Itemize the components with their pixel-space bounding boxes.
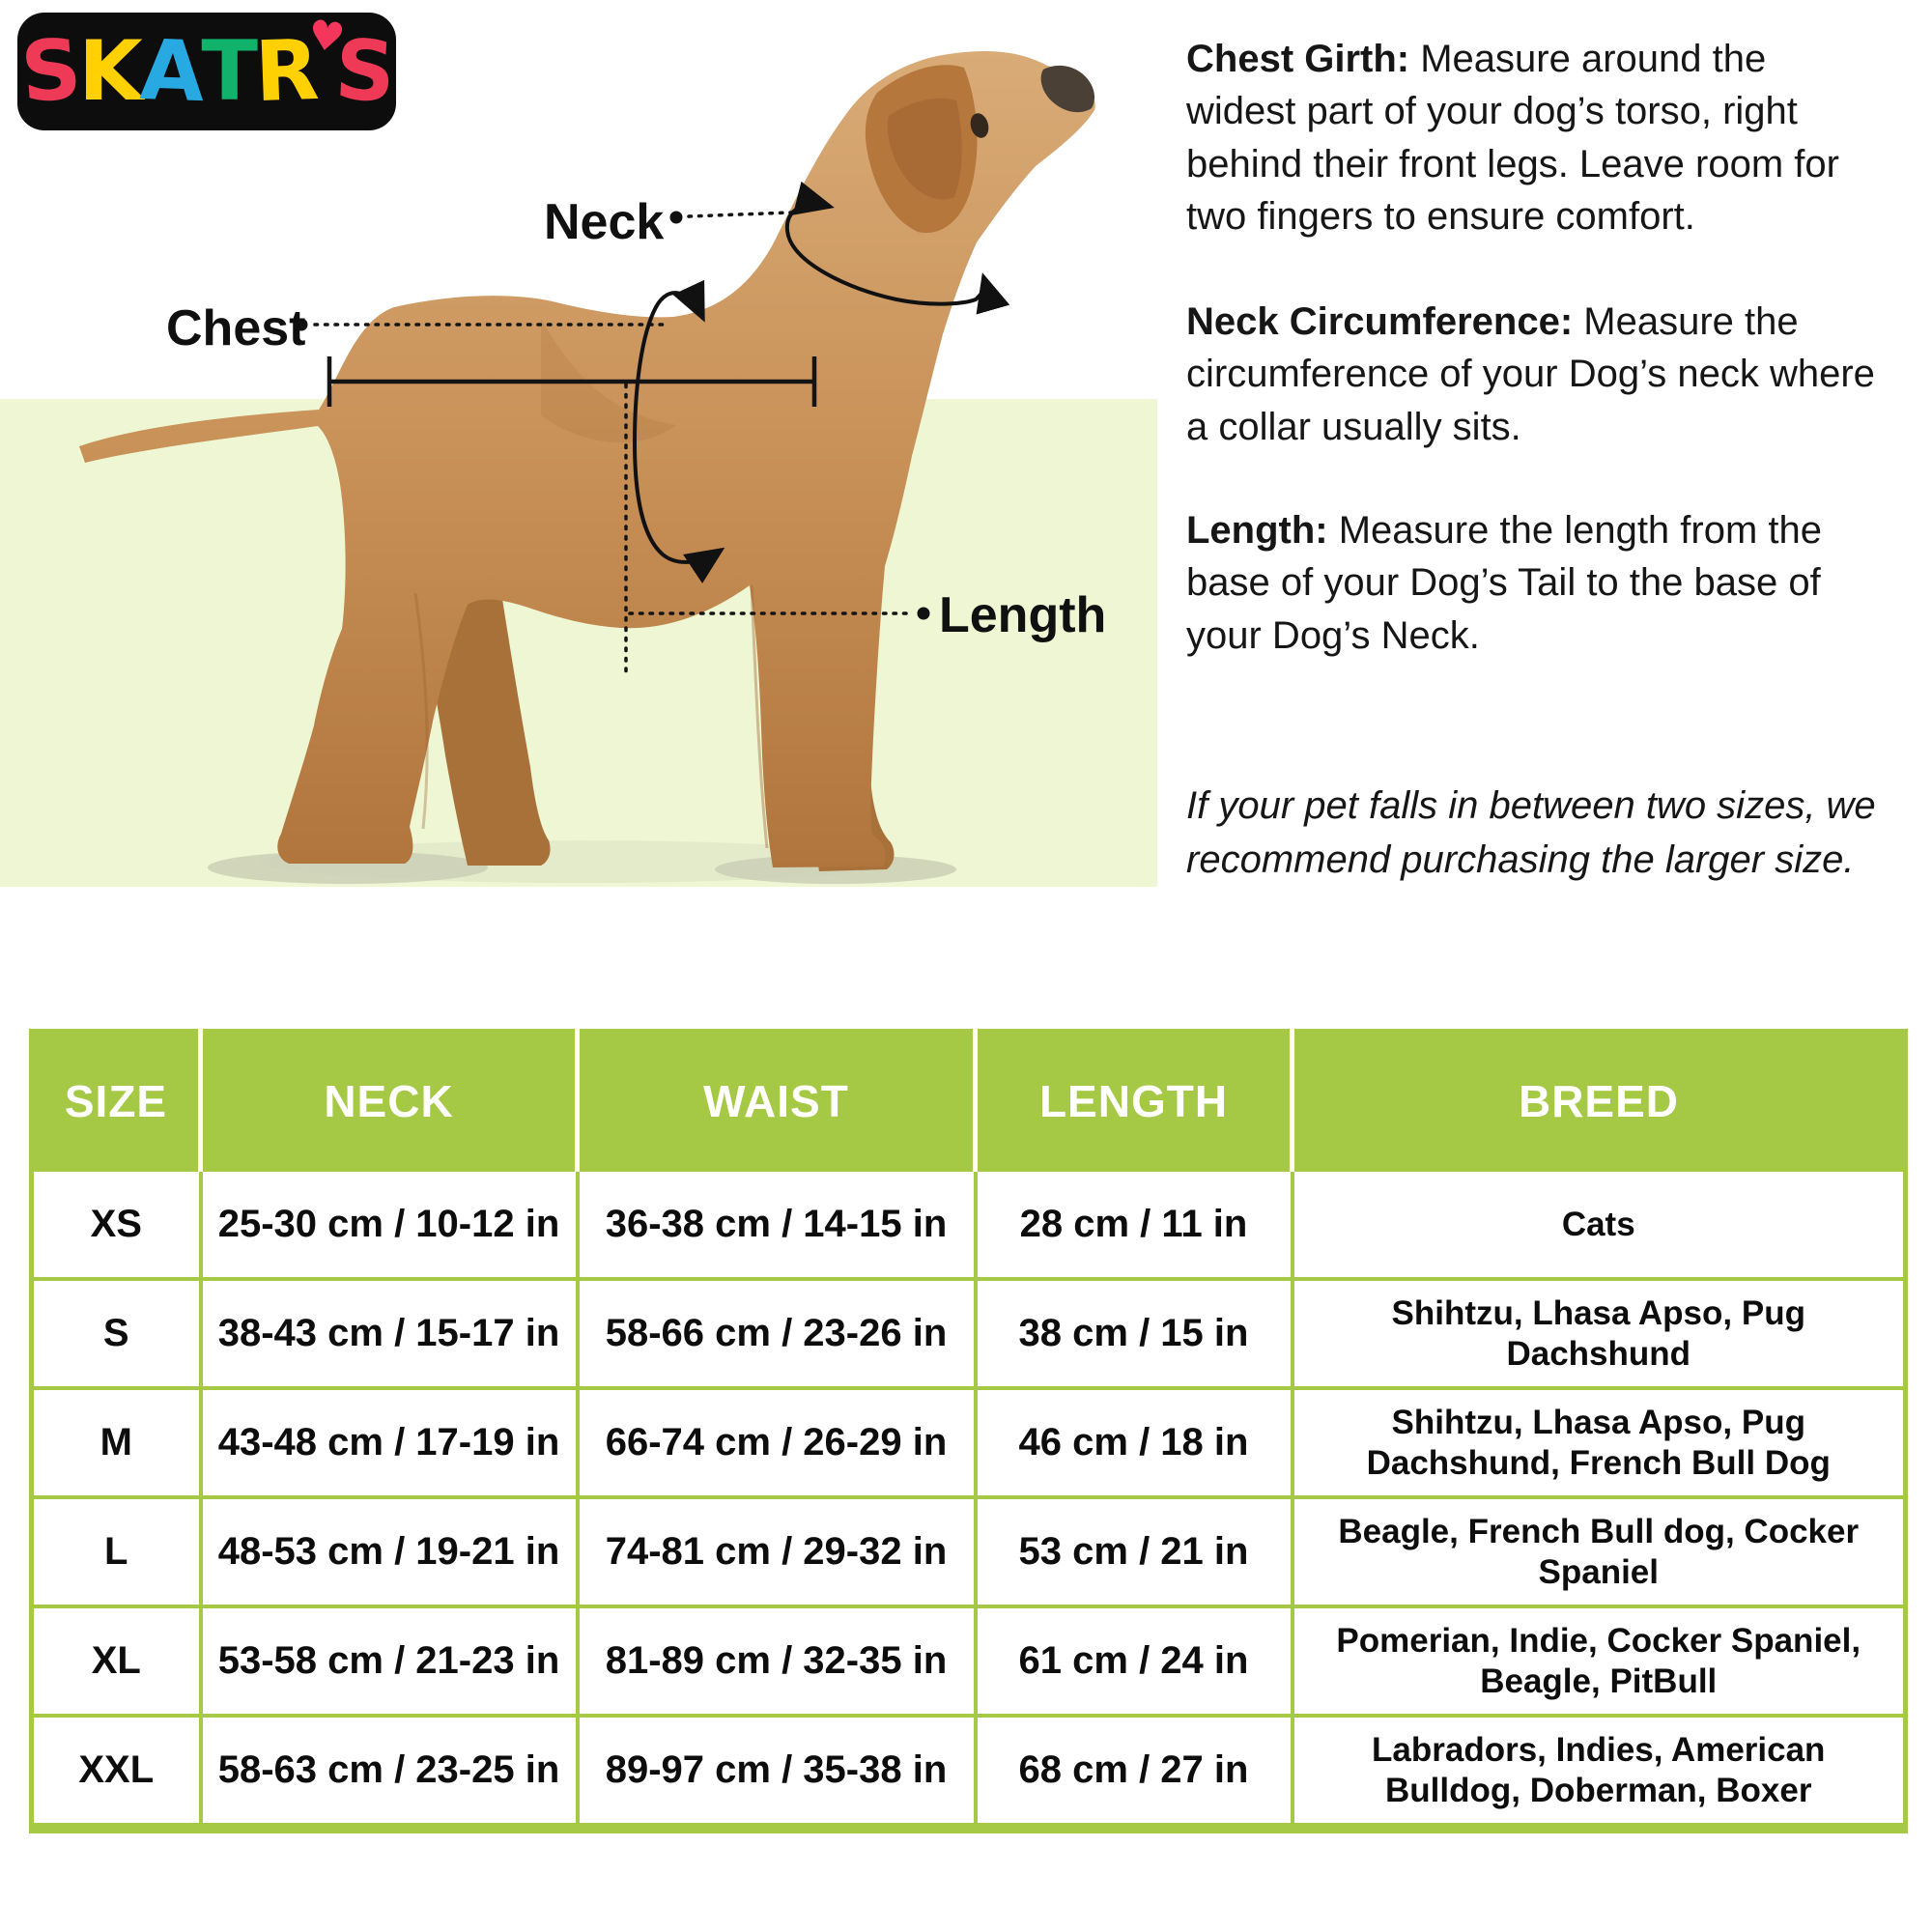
waist-cell: 89-97 cm / 35-38 in (578, 1716, 976, 1829)
neck-cell: 53-58 cm / 21-23 in (201, 1606, 578, 1716)
length-cell: 68 cm / 27 in (976, 1716, 1293, 1829)
logo-letter: S (332, 21, 395, 122)
waist-cell: 81-89 cm / 32-35 in (578, 1606, 976, 1716)
column-header-neck: NECK (201, 1032, 578, 1171)
heart-icon: ♥ (305, 10, 349, 63)
chest-label: Chest (166, 300, 306, 356)
waist-cell: 66-74 cm / 26-29 in (578, 1388, 976, 1497)
instruction-body: Measure the length from the base of your Dog’s Tail to the base of your Dog’s Neck. (1186, 509, 1823, 657)
neck-circumference-instruction (1186, 296, 1876, 453)
length-label: Length (939, 587, 1107, 643)
neck-cell: 38-43 cm / 15-17 in (201, 1279, 578, 1388)
breed-cell: Shihtzu, Lhasa Apso, Pug Dachshund (1293, 1279, 1906, 1388)
table-header-row (32, 1032, 1906, 1171)
neck-cell: 25-30 cm / 10-12 in (201, 1170, 578, 1279)
table-row (32, 1716, 1906, 1829)
waist-cell: 58-66 cm / 23-26 in (578, 1279, 976, 1388)
logo-letter: R (253, 21, 318, 122)
neck-label: Neck (544, 194, 665, 250)
waist-cell: 36-38 cm / 14-15 in (578, 1170, 976, 1279)
table-row (32, 1170, 1906, 1279)
column-header-length: LENGTH (976, 1032, 1293, 1171)
size-cell: M (32, 1388, 201, 1497)
breed-cell: Cats (1293, 1170, 1906, 1279)
column-header-breed: BREED (1293, 1032, 1906, 1171)
logo-letter: S (17, 21, 82, 122)
length-cell: 53 cm / 21 in (976, 1497, 1293, 1606)
column-header-size: SIZE (32, 1032, 201, 1171)
size-cell: S (32, 1279, 201, 1388)
waist-cell: 74-81 cm / 29-32 in (578, 1497, 976, 1606)
neck-leader-dotted-line (689, 213, 790, 216)
length-cell: 46 cm / 18 in (976, 1388, 1293, 1497)
logo-letter: A (138, 21, 204, 122)
length-leader-dot (918, 608, 930, 620)
length-cell: 28 cm / 11 in (976, 1170, 1293, 1279)
size-cell: XXL (32, 1716, 201, 1829)
instruction-lead: Chest Girth: (1186, 38, 1410, 80)
table-row (32, 1606, 1906, 1716)
instruction-lead: Length: (1186, 509, 1328, 552)
neck-cell: 43-48 cm / 17-19 in (201, 1388, 578, 1497)
breed-cell: Beagle, French Bull dog, Cocker Spaniel (1293, 1497, 1906, 1606)
size-chart-table (29, 1029, 1908, 1833)
sizing-note: If your pet falls in between two sizes, we recommend purchasing the larger size. (1186, 784, 1876, 881)
size-cell: XL (32, 1606, 201, 1716)
logo-letter: K (78, 23, 140, 120)
dog-illustration (0, 0, 1159, 927)
length-cell: 61 cm / 24 in (976, 1606, 1293, 1716)
table-row (32, 1279, 1906, 1388)
breed-cell: Labradors, Indies, American Bulldog, Doberman, Boxer (1293, 1716, 1906, 1829)
neck-cell: 48-53 cm / 19-21 in (201, 1497, 578, 1606)
neck-cell: 58-63 cm / 23-25 in (201, 1716, 578, 1829)
instruction-body: Measure around the widest part of your dog’s torso, right behind their front legs. Leave room for two fingers to ensure comfort. (1186, 38, 1839, 239)
table-row (32, 1497, 1906, 1606)
instruction-body: Measure the circumference of your Dog’s neck where a collar usually sits. (1186, 300, 1875, 448)
size-cell: XS (32, 1170, 201, 1279)
breed-cell: Shihtzu, Lhasa Apso, Pug Dachshund, French Bull Dog (1293, 1388, 1906, 1497)
logo-letter: T (201, 23, 255, 120)
neck-leader-dot (670, 212, 683, 224)
length-cell: 38 cm / 15 in (976, 1279, 1293, 1388)
instruction-lead: Neck Circumference: (1186, 300, 1574, 343)
size-cell: L (32, 1497, 201, 1606)
breed-cell: Pomerian, Indie, Cocker Spaniel, Beagle, PitBull (1293, 1606, 1906, 1716)
length-instruction (1186, 504, 1876, 662)
table-row (32, 1388, 1906, 1497)
chest-girth-instruction (1186, 33, 1876, 243)
column-header-waist: WAIST (578, 1032, 976, 1171)
